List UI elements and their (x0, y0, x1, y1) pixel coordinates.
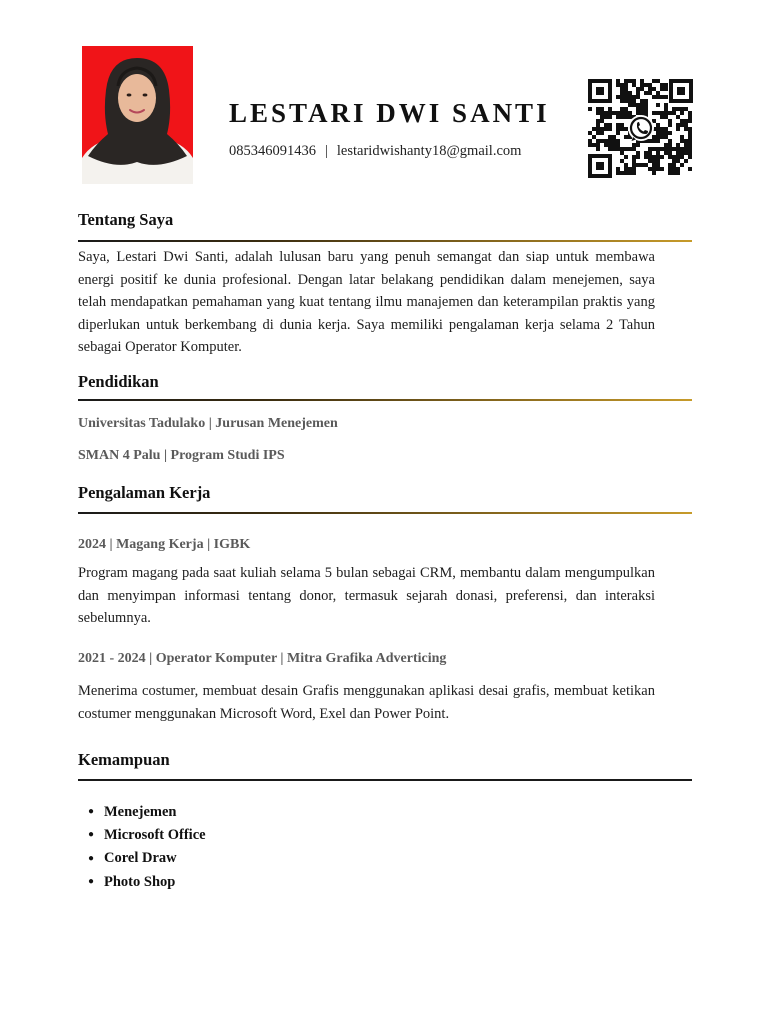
qr-module (652, 155, 656, 159)
qr-module (604, 139, 608, 143)
qr-module (640, 103, 644, 107)
qr-module (600, 115, 604, 119)
qr-module (640, 163, 644, 167)
qr-module (656, 131, 660, 135)
qr-module (624, 111, 628, 115)
qr-module (624, 135, 628, 139)
qr-module (672, 159, 676, 163)
qr-module (636, 103, 640, 107)
qr-module (616, 79, 620, 83)
qr-module (680, 139, 684, 143)
qr-module (672, 155, 676, 159)
qr-module (680, 151, 684, 155)
qr-module (664, 107, 668, 111)
qr-module (640, 83, 644, 87)
qr-module (624, 147, 628, 151)
qr-module (612, 111, 616, 115)
qr-module (636, 95, 640, 99)
qr-module (648, 167, 652, 171)
qr-module (636, 143, 640, 147)
skill-label: Menejemen (104, 804, 177, 820)
education-item: Universitas Tadulako | Jurusan Menejemen (78, 416, 338, 431)
qr-module (676, 151, 680, 155)
qr-module (680, 155, 684, 159)
qr-module (600, 119, 604, 123)
email-address: lestaridwishanty18@gmail.com (336, 143, 522, 159)
qr-module (596, 139, 600, 143)
qr-module (668, 139, 672, 143)
qr-module (596, 119, 600, 123)
qr-module (588, 139, 592, 143)
qr-module (588, 143, 592, 147)
qr-module (620, 147, 624, 151)
qr-module (676, 143, 680, 147)
qr-module (652, 111, 656, 115)
qr-module (640, 107, 644, 111)
bullet-icon: ● (87, 829, 95, 841)
qr-module (644, 83, 648, 87)
qr-module (688, 135, 692, 139)
qr-module (596, 107, 600, 111)
qr-module (664, 127, 668, 131)
list-item (78, 847, 206, 870)
qr-module (668, 119, 672, 123)
qr-module (684, 107, 688, 111)
qr-module (668, 155, 672, 159)
qr-module (672, 171, 676, 175)
qr-module (640, 87, 644, 91)
section-divider (78, 240, 692, 242)
qr-module (608, 107, 612, 111)
qr-module (656, 111, 660, 115)
qr-module (680, 163, 684, 167)
qr-module (684, 119, 688, 123)
qr-module (668, 147, 672, 151)
qr-module (668, 131, 672, 135)
qr-module (660, 135, 664, 139)
section-title-skills: Kemampuan (78, 750, 170, 769)
qr-module (616, 123, 620, 127)
qr-module (628, 111, 632, 115)
qr-module (668, 167, 672, 171)
qr-module (596, 143, 600, 147)
qr-module (648, 91, 652, 95)
qr-module (604, 111, 608, 115)
qr-module (664, 143, 668, 147)
qr-module (624, 95, 628, 99)
qr-module (676, 167, 680, 171)
qr-module (676, 115, 680, 119)
section-divider (78, 399, 692, 401)
qr-module (628, 95, 632, 99)
qr-code-icon (588, 79, 693, 178)
skill-label: Photo Shop (104, 873, 176, 890)
bullet-icon: ● (87, 852, 95, 864)
skills-list (78, 801, 206, 894)
qr-module (612, 139, 616, 143)
qr-module (688, 151, 692, 155)
qr-module (596, 123, 600, 127)
section-title-about: Tentang Saya (78, 210, 174, 229)
qr-module (644, 99, 648, 103)
qr-module (608, 111, 612, 115)
qr-module (600, 127, 604, 131)
qr-module (684, 147, 688, 151)
qr-module (676, 127, 680, 131)
qr-module (624, 167, 628, 171)
qr-module (624, 171, 628, 175)
qr-module (620, 151, 624, 155)
education-item: SMAN 4 Palu | Program Studi IPS (78, 448, 285, 463)
qr-module (616, 83, 620, 87)
qr-module (596, 131, 600, 135)
qr-module (632, 95, 636, 99)
qr-module (656, 155, 660, 159)
qr-module (652, 147, 656, 151)
qr-module (620, 127, 624, 131)
qr-module (676, 107, 680, 111)
qr-module (636, 111, 640, 115)
qr-module (592, 143, 596, 147)
qr-module (620, 83, 624, 87)
qr-module (636, 151, 640, 155)
qr-module (664, 95, 668, 99)
qr-module (688, 111, 692, 115)
qr-module (608, 143, 612, 147)
qr-module (688, 167, 692, 171)
qr-module (628, 91, 632, 95)
skill-label: Microsoft Office (104, 827, 206, 844)
qr-module (688, 155, 692, 159)
qr-module (680, 111, 684, 115)
qr-module (688, 119, 692, 123)
qr-module (632, 147, 636, 151)
qr-module (684, 143, 688, 147)
qr-module (664, 103, 668, 107)
list-item (78, 871, 206, 894)
qr-module (684, 139, 688, 143)
qr-module (632, 171, 636, 175)
qr-module (660, 131, 664, 135)
qr-module (652, 139, 656, 143)
qr-module (600, 139, 604, 143)
qr-module (660, 127, 664, 131)
qr-module (644, 163, 648, 167)
qr-module (620, 111, 624, 115)
qr-module (676, 159, 680, 163)
qr-module (664, 83, 668, 87)
qr-module (632, 167, 636, 171)
list-item (78, 824, 206, 847)
qr-module (648, 147, 652, 151)
qr-module (680, 107, 684, 111)
qr-module (656, 167, 660, 171)
qr-module (616, 143, 620, 147)
qr-module (624, 99, 628, 103)
qr-module (684, 159, 688, 163)
qr-module (668, 143, 672, 147)
qr-module (664, 151, 668, 155)
qr-module (652, 95, 656, 99)
qr-module (620, 99, 624, 103)
qr-module (624, 79, 628, 83)
qr-module (628, 99, 632, 103)
qr-module (688, 115, 692, 119)
qr-module (608, 147, 612, 151)
qr-module (632, 103, 636, 107)
qr-module (656, 123, 660, 127)
qr-module (612, 147, 616, 151)
qr-module (652, 79, 656, 83)
qr-module (656, 79, 660, 83)
qr-module (688, 127, 692, 131)
qr-module (596, 147, 600, 151)
qr-module (648, 87, 652, 91)
qr-module (652, 159, 656, 163)
qr-module (600, 107, 604, 111)
qr-module (648, 151, 652, 155)
qr-module (628, 167, 632, 171)
profile-photo-illustration (82, 46, 193, 184)
qr-module (608, 115, 612, 119)
qr-module (668, 163, 672, 167)
qr-module (676, 155, 680, 159)
qr-module (648, 83, 652, 87)
skill-label: Corel Draw (104, 850, 177, 867)
section-divider (78, 779, 692, 781)
qr-module (656, 103, 660, 107)
qr-module (632, 155, 636, 159)
qr-module (656, 147, 660, 151)
qr-module (680, 135, 684, 139)
qr-module (672, 111, 676, 115)
qr-module (628, 147, 632, 151)
qr-module (636, 163, 640, 167)
qr-module (652, 135, 656, 139)
qr-module (612, 135, 616, 139)
qr-module (656, 91, 660, 95)
qr-module (596, 111, 600, 115)
qr-module (604, 143, 608, 147)
qr-module (632, 99, 636, 103)
qr-module (620, 115, 624, 119)
qr-module (656, 135, 660, 139)
qr-code-graphic (588, 79, 693, 178)
qr-module (672, 147, 676, 151)
qr-module (656, 95, 660, 99)
qr-module (656, 163, 660, 167)
qr-module (616, 115, 620, 119)
qr-module (688, 139, 692, 143)
section-title-experience: Pengalaman Kerja (78, 483, 211, 502)
qr-module (624, 107, 628, 111)
qr-module (632, 163, 636, 167)
qr-module (664, 131, 668, 135)
qr-module (664, 135, 668, 139)
qr-module (616, 139, 620, 143)
qr-module (652, 163, 656, 167)
qr-module (604, 123, 608, 127)
qr-module (624, 91, 628, 95)
qr-module (680, 147, 684, 151)
qr-module (660, 95, 664, 99)
qr-module (632, 143, 636, 147)
qr-module (668, 171, 672, 175)
qr-module (644, 155, 648, 159)
qr-module (616, 167, 620, 171)
phone-number: 085346091436 (229, 143, 316, 159)
qr-module (652, 167, 656, 171)
bullet-icon: ● (87, 806, 95, 818)
qr-module (620, 123, 624, 127)
qr-module (620, 159, 624, 163)
qr-module (612, 143, 616, 147)
qr-module (632, 159, 636, 163)
qr-module (664, 87, 668, 91)
qr-module (628, 171, 632, 175)
qr-module (644, 111, 648, 115)
qr-module (660, 167, 664, 171)
section-divider (78, 512, 692, 514)
qr-module (644, 103, 648, 107)
qr-module (644, 91, 648, 95)
qr-module (608, 139, 612, 143)
qr-module (628, 103, 632, 107)
qr-module (608, 127, 612, 131)
qr-module (664, 115, 668, 119)
qr-module (684, 127, 688, 131)
qr-module (588, 107, 592, 111)
qr-module (620, 87, 624, 91)
qr-module (608, 135, 612, 139)
qr-module (672, 107, 676, 111)
qr-module (660, 87, 664, 91)
qr-module (600, 131, 604, 135)
qr-module (680, 119, 684, 123)
qr-module (668, 151, 672, 155)
qr-module (652, 87, 656, 91)
qr-module (616, 147, 620, 151)
qr-module (596, 127, 600, 131)
qr-module (640, 111, 644, 115)
qr-module (676, 123, 680, 127)
qr-module (624, 163, 628, 167)
experience-description: Menerima costumer, membuat desain Grafis menggunakan aplikasi desai grafis, membuat ketikan costumer menggunakan Microsoft Word, Exel dan Power Point. (78, 683, 655, 722)
qr-module (608, 123, 612, 127)
qr-module (664, 147, 668, 151)
qr-module (656, 139, 660, 143)
qr-module (676, 147, 680, 151)
qr-module (628, 79, 632, 83)
qr-module (624, 127, 628, 131)
qr-module (624, 115, 628, 119)
qr-module (660, 155, 664, 159)
candidate-name: LESTARI DWI SANTI (229, 98, 550, 128)
qr-module (644, 151, 648, 155)
qr-module (660, 83, 664, 87)
qr-module (616, 111, 620, 115)
qr-module (652, 171, 656, 175)
qr-module (680, 123, 684, 127)
qr-module (636, 155, 640, 159)
qr-module (640, 99, 644, 103)
qr-module (604, 115, 608, 119)
section-title-education: Pendidikan (78, 372, 159, 391)
qr-module (676, 171, 680, 175)
qr-module (688, 131, 692, 135)
qr-module (664, 111, 668, 115)
qr-module (588, 131, 592, 135)
experience-description: Program magang pada saat kuliah selama 5 bulan sebagai CRM, membantu dalam mengumpulkan dan menyimpan informasi tentang donor, termasuk sejarah donasi, preferensi, dan interaksi sebelumnya. (78, 565, 655, 626)
list-item (78, 801, 206, 824)
qr-module (624, 83, 628, 87)
qr-module (616, 171, 620, 175)
qr-module (668, 123, 672, 127)
qr-module (684, 123, 688, 127)
qr-module (656, 159, 660, 163)
qr-module (644, 107, 648, 111)
qr-module (592, 127, 596, 131)
qr-module (632, 83, 636, 87)
qr-module (616, 95, 620, 99)
qr-module (620, 107, 624, 111)
qr-module (592, 135, 596, 139)
qr-module (616, 131, 620, 135)
qr-module (616, 127, 620, 131)
qr-module (668, 111, 672, 115)
qr-module (636, 107, 640, 111)
qr-module (640, 79, 644, 83)
qr-module (620, 95, 624, 99)
qr-module (624, 155, 628, 159)
qr-module (624, 87, 628, 91)
qr-module (636, 91, 640, 95)
qr-module (620, 91, 624, 95)
whatsapp-icon (628, 115, 654, 141)
qr-module (688, 147, 692, 151)
qr-module (688, 143, 692, 147)
qr-module (620, 171, 624, 175)
experience-heading: 2021 - 2024 | Operator Komputer | Mitra Grafika Adverticing (78, 651, 447, 666)
qr-module (628, 115, 632, 119)
experience-heading: 2024 | Magang Kerja | IGBK (78, 537, 251, 552)
bullet-icon: ● (87, 875, 95, 887)
qr-module (660, 115, 664, 119)
qr-module (656, 151, 660, 155)
qr-module (648, 139, 652, 143)
qr-module (604, 127, 608, 131)
qr-module (672, 163, 676, 167)
qr-module (684, 151, 688, 155)
qr-module (648, 155, 652, 159)
contact-line (229, 143, 521, 160)
qr-module (600, 111, 604, 115)
qr-module (656, 127, 660, 131)
qr-module (660, 111, 664, 115)
qr-module (632, 79, 636, 83)
qr-module (636, 87, 640, 91)
qr-module (672, 167, 676, 171)
qr-module (648, 159, 652, 163)
about-text: Saya, Lestari Dwi Santi, adalah lulusan baru yang penuh semangat dan siap untuk membawa energi positif ke dunia profesional. Dengan latar belakang pendidikan dalam menejemen, saya telah mendapatkan pemahaman yang kuat tentang ilmu manajemen dan keterampilan praktis yang diperlukan untuk berkembang di dunia kerja. Saya memiliki pengalaman kerja selama 2 Tahun sebagai Operator Komputer. (78, 249, 655, 355)
contact-separator: | (325, 143, 328, 159)
qr-module (660, 147, 664, 151)
profile-photo (82, 46, 193, 184)
